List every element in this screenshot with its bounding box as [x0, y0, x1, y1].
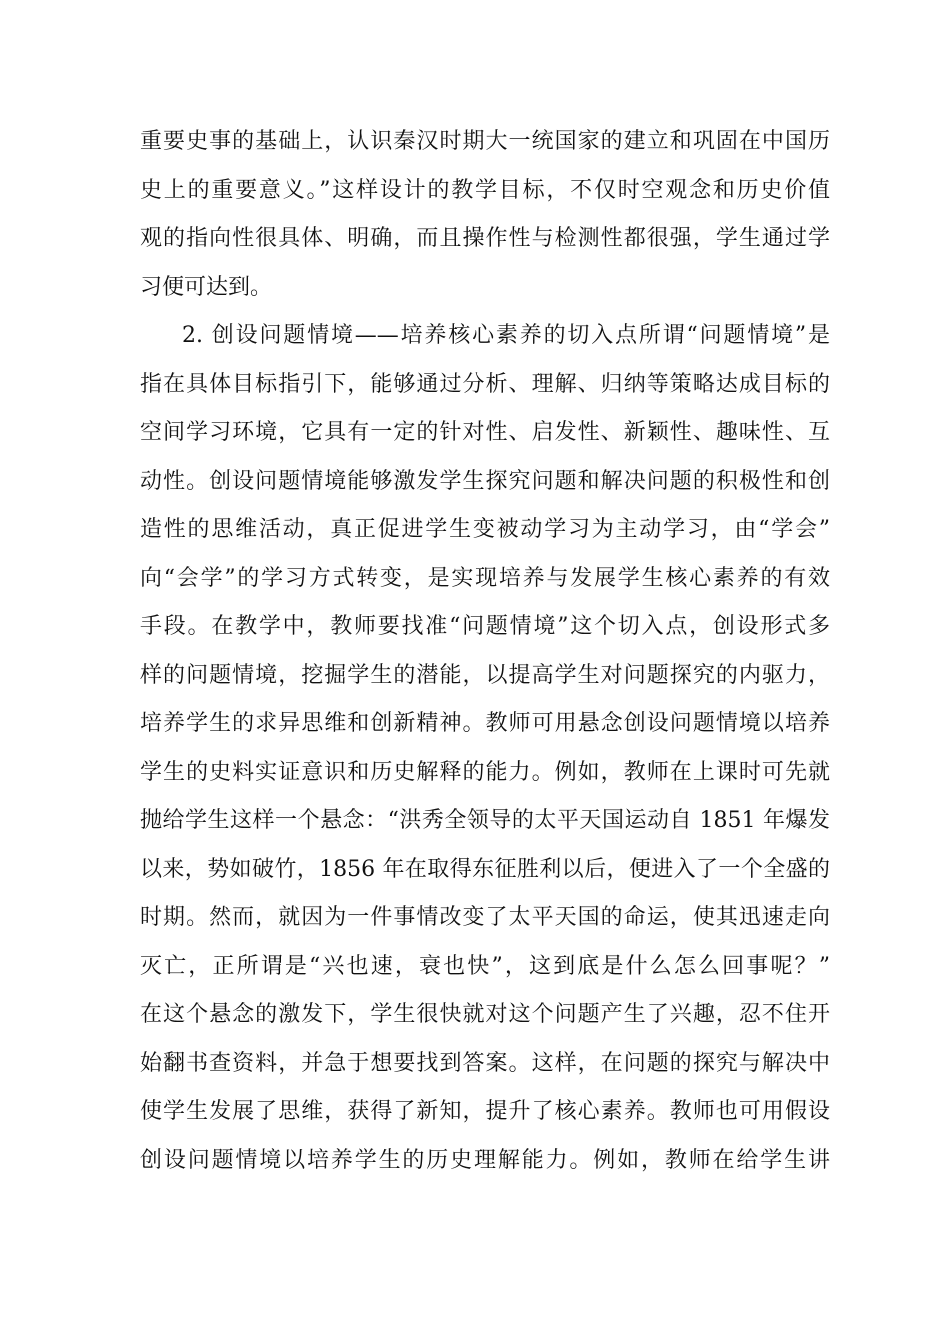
text-line: 向“会学”的学习方式转变，是实现培养与发展学生核心素养的有效: [140, 565, 830, 591]
text-line: 培养学生的求异思维和创新精神。教师可用悬念创设问题情境以培养: [140, 711, 830, 736]
text-line: 创设问题情境以培养学生的历史理解能力。例如，教师在给学生讲: [140, 1147, 830, 1173]
text-line: 样的问题情境，挖掘学生的潜能，以提高学生对问题探究的内驱力，: [140, 662, 830, 688]
text-line: 以来，势如破竹，1856 年在取得东征胜利以后，便进入了一个全盛的: [140, 856, 830, 882]
text-line: 时期。然而，就因为一件事情改变了太平天国的命运，使其迅速走向: [140, 905, 830, 930]
text-line: 灭亡，正所谓是“兴也速，衰也快”，这到底是什么怎么回事呢？”: [140, 953, 830, 979]
text-line: 手段。在教学中，教师要找准“问题情境”这个切入点，创设形式多: [140, 614, 830, 639]
text-line: 学生的史料实证意识和历史解释的能力。例如，教师在上课时可先就: [140, 759, 830, 785]
text-line: 在这个悬念的激发下，学生很快就对这个问题产生了兴趣，忍不住开: [140, 1002, 830, 1027]
text-line: 空间学习环境，它具有一定的针对性、启发性、新颖性、趣味性、互: [140, 420, 830, 445]
text-line: 使学生发展了思维，获得了新知，提升了核心素养。教师也可用假设: [140, 1099, 830, 1124]
text-line: 抛给学生这样一个悬念：“洪秀全领导的太平天国运动自 1851 年爆发: [140, 808, 830, 833]
paragraph-heading-line: 2. 创设问题情境——培养核心素养的切入点所谓“问题情境”是: [182, 323, 830, 348]
text-line: 动性。创设问题情境能够激发学生探究问题和解决问题的积极性和创: [140, 468, 830, 494]
text-line: 习便可达到。: [140, 274, 273, 300]
text-line: 始翻书查资料，并急于想要找到答案。这样，在问题的探究与解决中: [140, 1050, 830, 1076]
text-line: 重要史事的基础上，认识秦汉时期大一统国家的建立和巩固在中国历: [140, 129, 830, 154]
text-line: 观的指向性很具体、明确，而且操作性与检测性都很强，学生通过学: [140, 226, 830, 251]
body-text: [140, 118, 830, 1185]
text-line: 指在具体目标指引下，能够通过分析、理解、归纳等策略达成目标的: [140, 371, 830, 397]
text-line: 史上的重要意义。”这样设计的教学目标，不仅时空观念和历史价值: [140, 177, 830, 203]
text-line: 造性的思维活动，真正促进学生变被动学习为主动学习，由“学会”: [140, 517, 830, 542]
